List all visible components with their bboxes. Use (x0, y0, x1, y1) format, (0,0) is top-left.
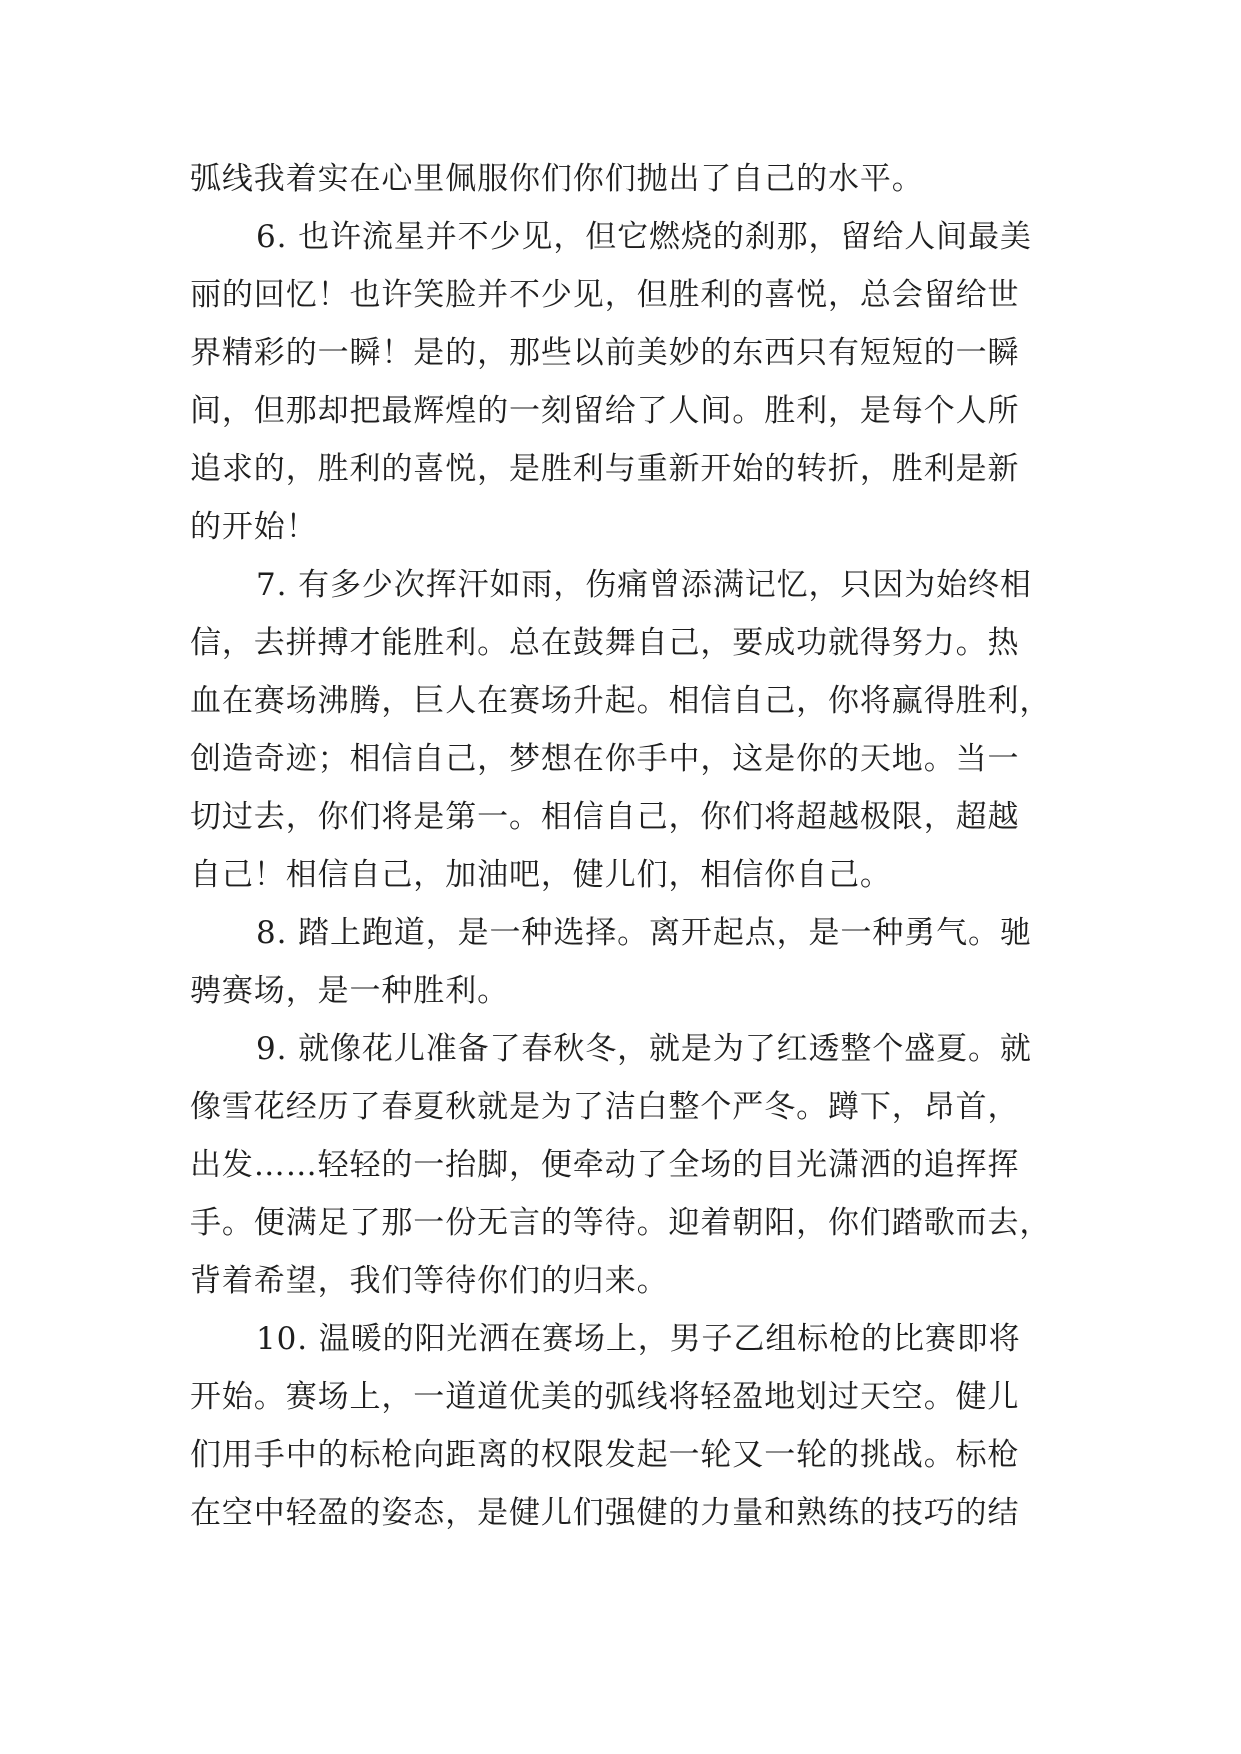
body-text (190, 150, 1052, 1542)
text-line: 切过去，你们将是第一。相信自己，你们将超越极限，超越 (190, 799, 1020, 835)
text-line: 创造奇迹；相信自己，梦想在你手中，这是你的天地。当一 (190, 741, 1020, 777)
paragraph-7-start: 7. 有多少次挥汗如雨，伤痛曾添满记忆，只因为始终相 (256, 567, 1032, 603)
text-line: 血在赛场沸腾，巨人在赛场升起。相信自己，你将赢得胜利， (190, 683, 1052, 719)
paragraph-10-start: 10. 温暖的阳光洒在赛场上，男子乙组标枪的比赛即将 (256, 1321, 1021, 1357)
text-line: 丽的回忆！也许笑脸并不少见，但胜利的喜悦，总会留给世 (190, 277, 1020, 313)
text-line: 在空中轻盈的姿态，是健儿们强健的力量和熟练的技巧的结 (190, 1495, 1020, 1531)
text-line: 手。便满足了那一份无言的等待。迎着朝阳，你们踏歌而去， (190, 1205, 1052, 1241)
text-line: 像雪花经历了春夏秋就是为了洁白整个严冬。蹲下，昂首， (190, 1089, 1020, 1125)
text-line: 追求的，胜利的喜悦，是胜利与重新开始的转折，胜利是新 (190, 451, 1020, 487)
text-line: 间，但那却把最辉煌的一刻留给了人间。胜利，是每个人所 (190, 393, 1020, 429)
text-line: 出发……轻轻的一抬脚，便牵动了全场的目光潇洒的追挥挥 (190, 1147, 1020, 1183)
paragraph-6-start: 6. 也许流星并不少见，但它燃烧的刹那，留给人间最美 (256, 219, 1032, 255)
text-line: 信，去拼搏才能胜利。总在鼓舞自己，要成功就得努力。热 (190, 625, 1020, 661)
text-line: 界精彩的一瞬！是的，那些以前美妙的东西只有短短的一瞬 (190, 335, 1020, 371)
text-line: 背着希望，我们等待你们的归来。 (190, 1263, 669, 1299)
text-line: 们用手中的标枪向距离的权限发起一轮又一轮的挑战。标枪 (190, 1437, 1020, 1473)
text-line: 弧线我着实在心里佩服你们你们抛出了自己的水平。 (190, 161, 924, 197)
text-line: 自己！相信自己，加油吧，健儿们，相信你自己。 (190, 857, 892, 893)
text-line: 的开始！ (190, 509, 318, 545)
paragraph-8-start: 8. 踏上跑道，是一种选择。离开起点，是一种勇气。驰 (256, 915, 1032, 951)
paragraph-9-start: 9. 就像花儿准备了春秋冬，就是为了红透整个盛夏。就 (256, 1031, 1032, 1067)
text-line: 骋赛场，是一种胜利。 (190, 973, 509, 1009)
text-line: 开始。赛场上，一道道优美的弧线将轻盈地划过天空。健儿 (190, 1379, 1020, 1415)
